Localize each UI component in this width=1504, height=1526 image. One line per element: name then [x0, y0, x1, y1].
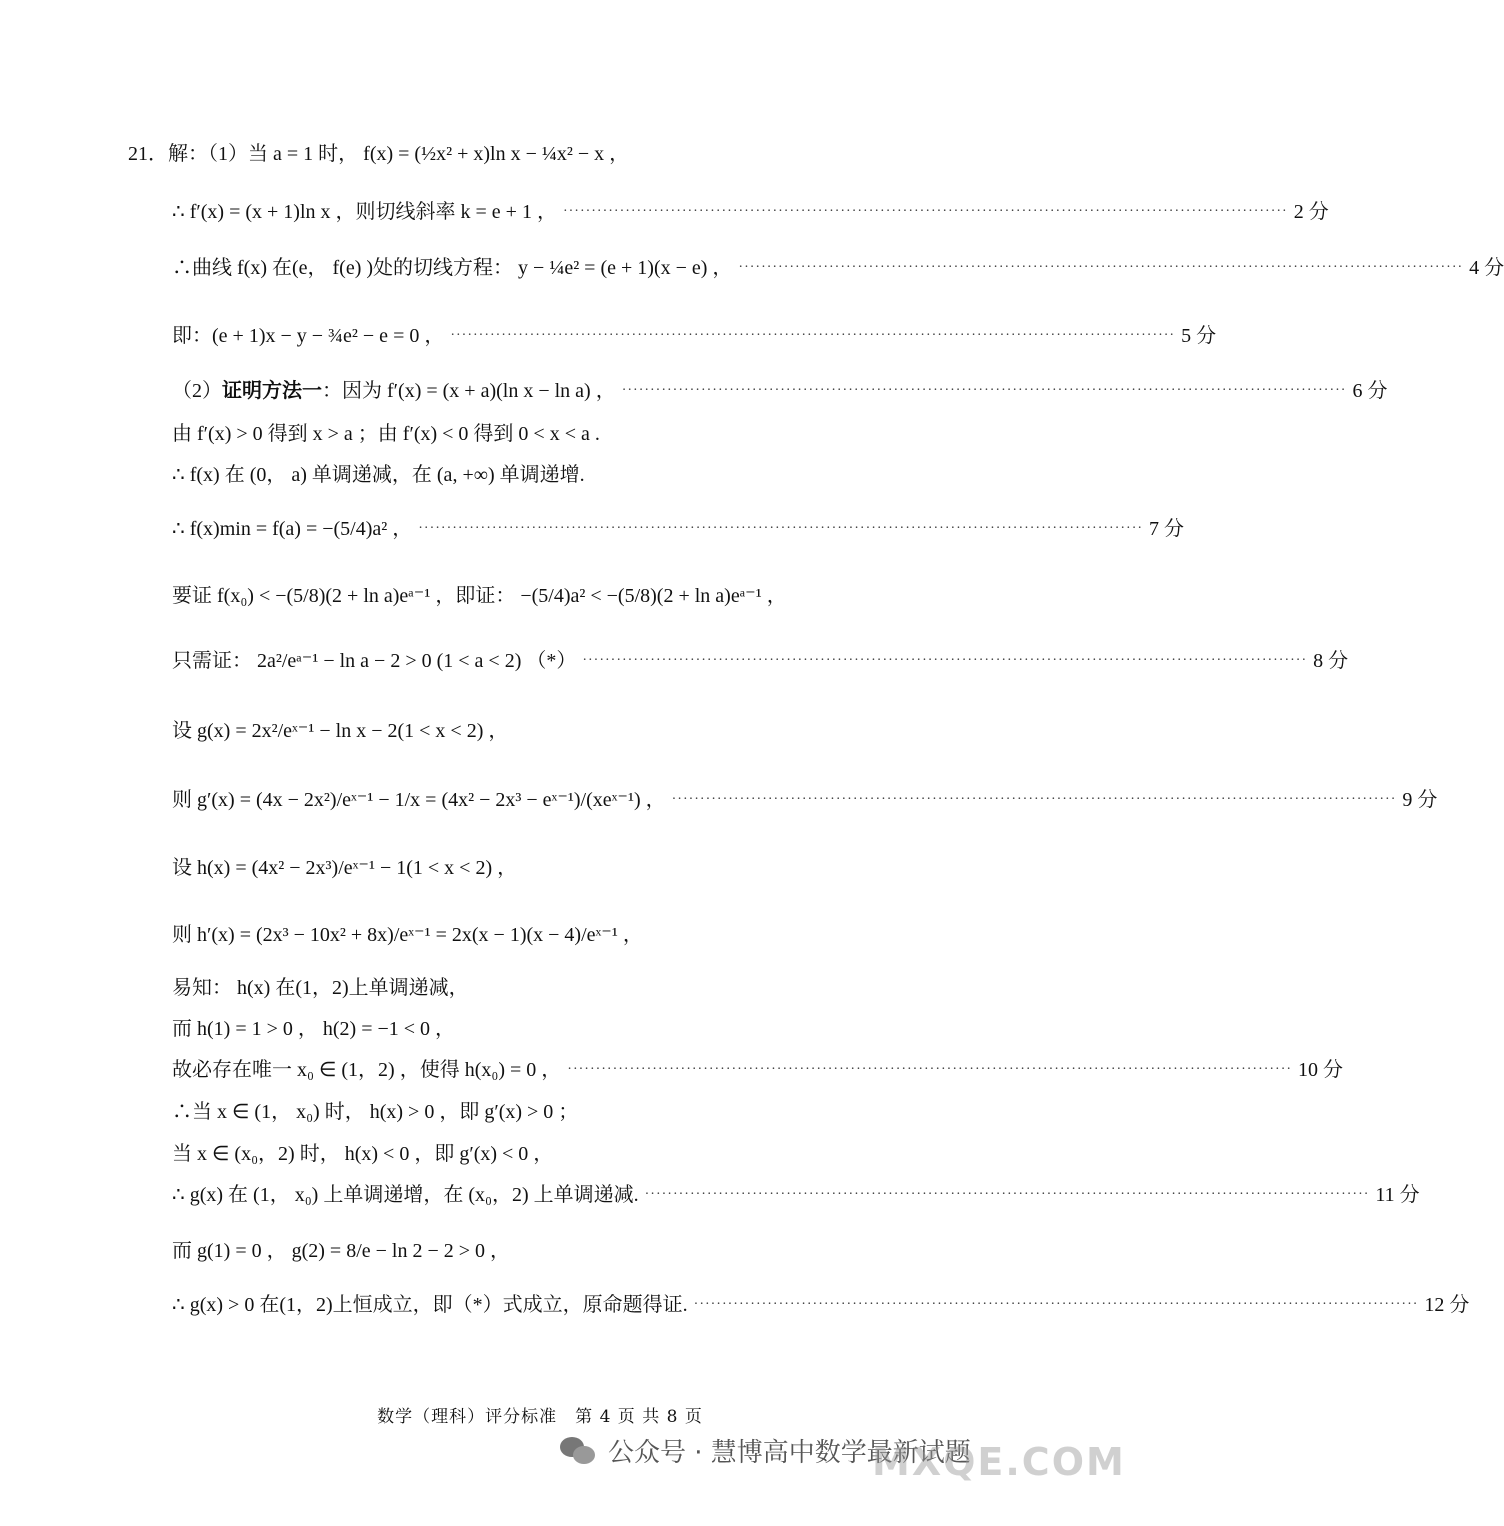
- line-9: 要证 f(x₀) < −(5/8)(2 + ln a)eᵃ⁻¹ ，即证： −(5/4)a² < −(5/8)(2 + ln a)eᵃ⁻¹ ，: [172, 585, 787, 607]
- line-17-text: 故必存在唯一 x₀ ∈ (1，2) ，使得 h(x₀) = 0 ，: [172, 1059, 562, 1081]
- score-6: 6 分: [1352, 380, 1388, 402]
- line-15: 易知： h(x) 在(1，2)上单调递减，: [172, 977, 469, 999]
- score-12: 12 分: [1424, 1294, 1470, 1316]
- line-22-text: ∴ g(x) > 0 在(1，2)上恒成立，即（*）式成立，原命题得证.: [172, 1294, 688, 1316]
- line-8: [172, 515, 1185, 543]
- dot-leader: [672, 786, 1397, 814]
- line-11: 设 g(x) = 2x²/eˣ⁻¹ − ln x − 2(1 < x < 2) ，: [172, 720, 509, 742]
- line-5: [172, 377, 1388, 405]
- line-4: [172, 322, 1217, 350]
- line-17: [172, 1056, 1344, 1084]
- line-3: [172, 254, 1504, 282]
- line-14: 则 h′(x) = (2x³ − 10x² + 8x)/eˣ⁻¹ = 2x(x − 1)(x − 4)/eˣ⁻¹ ，: [172, 924, 643, 946]
- dot-leader: [622, 377, 1347, 405]
- line-2: [172, 198, 1329, 226]
- watermark-logo: MXQE.COM: [872, 1440, 1126, 1484]
- line-12: [172, 786, 1438, 814]
- line-2-text: ∴ f′(x) = (x + 1)ln x ，则切线斜率 k = e + 1 ，: [172, 201, 557, 223]
- dot-leader: [567, 1056, 1292, 1084]
- line-16: 而 h(1) = 1 > 0 ， h(2) = −1 < 0 ，: [172, 1018, 456, 1040]
- dot-leader: [563, 198, 1288, 226]
- line-7: ∴ f(x) 在 (0， a) 单调递减，在 (a, +∞) 单调递增.: [172, 464, 585, 486]
- score-7: 7 分: [1149, 518, 1185, 540]
- dot-leader: [694, 1291, 1419, 1319]
- wechat-account-name: 公众号 · 慧博高中数学最新试题: [608, 1438, 971, 1468]
- line-20-text: ∴ g(x) 在 (1， x₀) 上单调递增，在 (x₀，2) 上单调递减.: [172, 1184, 639, 1206]
- line-8-text: ∴ f(x)min = f(a) = −(5/4)a² ，: [172, 518, 413, 540]
- line-3-text: ∴曲线 f(x) 在(e， f(e) )处的切线方程： y − ¼e² = (e + 1)(x − e) ，: [172, 257, 733, 279]
- line-19: 当 x ∈ (x₀，2) 时， h(x) < 0 ，即 g′(x) < 0 ，: [172, 1143, 554, 1165]
- score-4: 4 分: [1469, 257, 1504, 279]
- line-6: 由 f′(x) > 0 得到 x > a ；由 f′(x) < 0 得到 0 < x < a .: [172, 423, 600, 445]
- score-9: 9 分: [1402, 789, 1438, 811]
- method-title: 证明方法一: [222, 380, 322, 402]
- score-11: 11 分: [1375, 1184, 1420, 1206]
- dot-leader: [450, 322, 1175, 350]
- line-1: 21．解：（1）当 a = 1 时， f(x) = (½x² + x)ln x − ¼x² − x ，: [128, 143, 630, 165]
- line-21: 而 g(1) = 0 ， g(2) = 8/e − ln 2 − 2 > 0 ，: [172, 1240, 511, 1262]
- line-10-text: 只需证： 2a²/eᵃ⁻¹ − ln a − 2 > 0 (1 < a < 2) （*）: [172, 650, 577, 672]
- dot-leader: [582, 647, 1307, 675]
- line-20: [172, 1181, 1420, 1209]
- score-8: 8 分: [1313, 650, 1349, 672]
- dot-leader: [738, 254, 1463, 282]
- line-10: [172, 647, 1349, 675]
- line-4-text: 即：(e + 1)x − y − ¾e² − e = 0 ，: [172, 325, 445, 347]
- page-footer: 数学（理科）评分标准 第 4 页 共 8 页: [377, 1407, 703, 1427]
- score-2: 2 分: [1293, 201, 1329, 223]
- part-2-prefix: （2）: [172, 380, 222, 402]
- wechat-icon: [560, 1435, 598, 1467]
- line-12-text: 则 g′(x) = (4x − 2x²)/eˣ⁻¹ − 1/x = (4x² − 2x³ − eˣ⁻¹)/(xeˣ⁻¹) ，: [172, 789, 666, 811]
- line-13: 设 h(x) = (4x² − 2x³)/eˣ⁻¹ − 1(1 < x < 2) ，: [172, 857, 518, 879]
- dot-leader: [418, 515, 1143, 543]
- line-18: ∴当 x ∈ (1， x₀) 时， h(x) > 0 ，即 g′(x) > 0 ；: [172, 1101, 579, 1123]
- line-5-text: ：因为 f′(x) = (x + a)(ln x − ln a) ，: [322, 380, 616, 402]
- score-10: 10 分: [1298, 1059, 1344, 1081]
- line-22: [172, 1291, 1470, 1319]
- dot-leader: [645, 1181, 1370, 1209]
- score-5: 5 分: [1181, 325, 1217, 347]
